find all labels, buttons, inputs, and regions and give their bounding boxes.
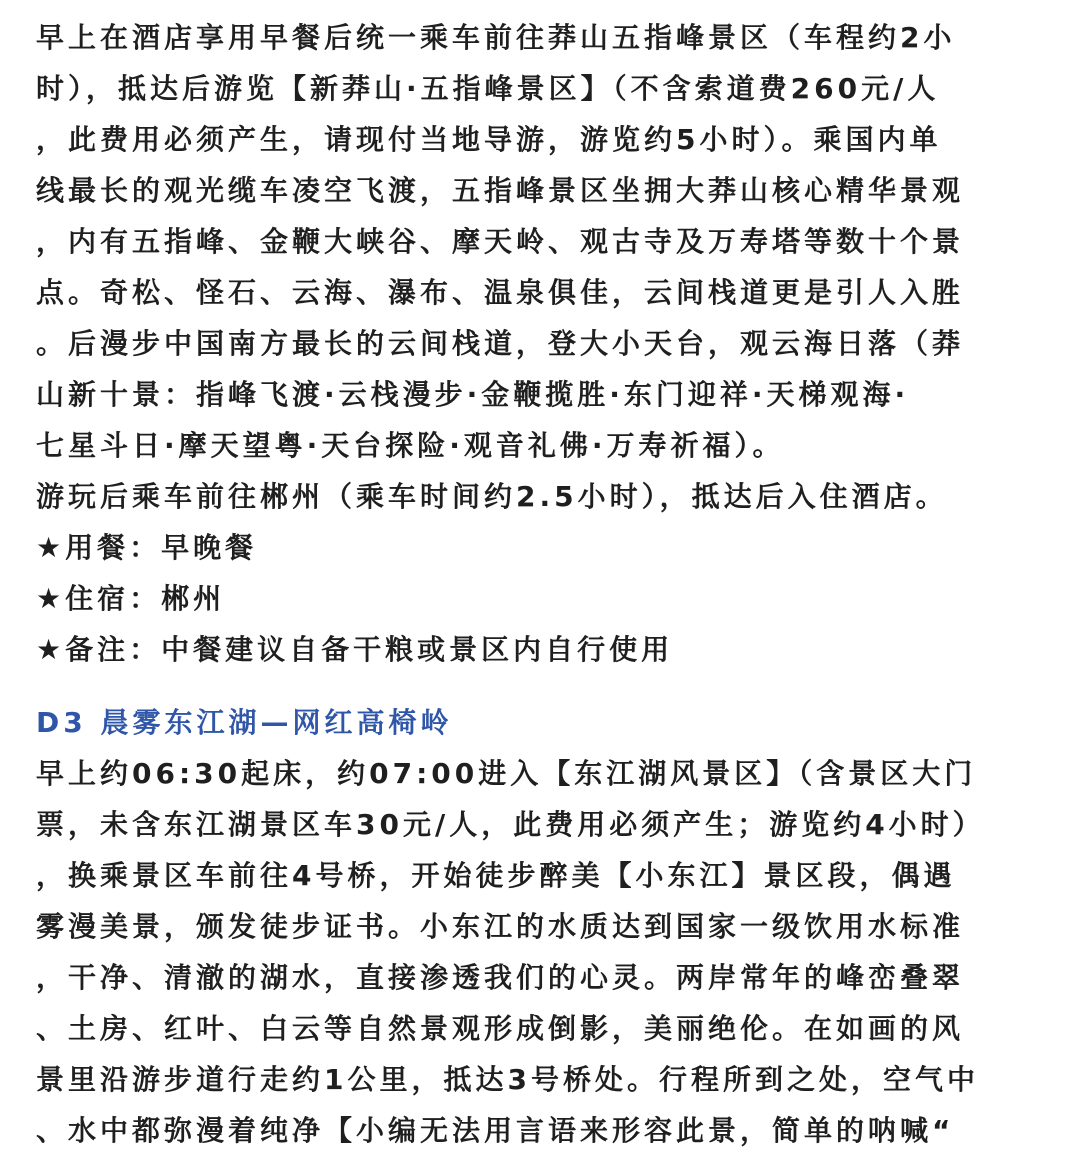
- paragraph-line: ，干净、清澈的湖水，直接渗透我们的心灵。两岸常年的峰峦叠翠: [36, 961, 965, 994]
- paragraph-line: 时），抵达后游览【新莽山·五指峰景区】（不含索道费260元/人: [36, 72, 940, 105]
- paragraph-line: 七星斗日·摩天望粤·天台探险·观音礼佛·万寿祈福）。: [36, 429, 785, 462]
- day2-paragraph: [36, 12, 1060, 522]
- paragraph-line: 、水中都弥漫着纯净【小编无法用言语来形容此景，简单的呐喊“: [36, 1114, 955, 1147]
- meals-info: ★用餐：早晚餐: [36, 531, 258, 564]
- lodging-info: ★住宿：郴州: [36, 582, 226, 615]
- paragraph-line: 票，未含东江湖景区车30元/人，此费用必须产生；游览约4小时）: [36, 808, 985, 841]
- paragraph-line: 游玩后乘车前往郴州（乘车时间约2.5小时），抵达后入住酒店。: [36, 480, 948, 513]
- day3-heading: D3 晨雾东江湖—网红高椅岭: [36, 706, 453, 739]
- paragraph-line: 雾漫美景，颁发徒步证书。小东江的水质达到国家一级饮用水标准: [36, 910, 965, 943]
- paragraph-line: 早上在酒店享用早餐后统一乘车前往莽山五指峰景区（车程约2小: [36, 21, 956, 54]
- section-gap: [36, 675, 1060, 697]
- paragraph-line: 线最长的观光缆车凌空飞渡，五指峰景区坐拥大莽山核心精华景观: [36, 174, 965, 207]
- paragraph-line: 点。奇松、怪石、云海、瀑布、温泉俱佳，云间栈道更是引人入胜: [36, 276, 965, 309]
- day3-paragraph: [36, 748, 1060, 1156]
- paragraph-line: 早上约06:30起床，约07:00进入【东江湖风景区】（含景区大门: [36, 757, 977, 790]
- paragraph-line: 景里沿游步道行走约1公里，抵达3号桥处。行程所到之处，空气中: [36, 1063, 979, 1096]
- paragraph-line: 。后漫步中国南方最长的云间栈道，登大小天台，观云海日落（莽: [36, 327, 965, 360]
- itinerary-content: [36, 12, 1060, 1156]
- paragraph-line: ，内有五指峰、金鞭大峡谷、摩天岭、观古寺及万寿塔等数十个景: [36, 225, 965, 258]
- paragraph-line: 、土房、红叶、白云等自然景观形成倒影，美丽绝伦。在如画的风: [36, 1012, 965, 1045]
- paragraph-line: ，换乘景区车前往4号桥，开始徒步醉美【小东江】景区段，偶遇: [36, 859, 956, 892]
- paragraph-line: ，此费用必须产生，请现付当地导游，游览约5小时）。乘国内单: [36, 123, 942, 156]
- paragraph-line: 山新十景：指峰飞渡·云栈漫步·金鞭揽胜·东门迎祥·天梯观海·: [36, 378, 910, 411]
- note-info: ★备注：中餐建议自备干粮或景区内自行使用: [36, 633, 674, 666]
